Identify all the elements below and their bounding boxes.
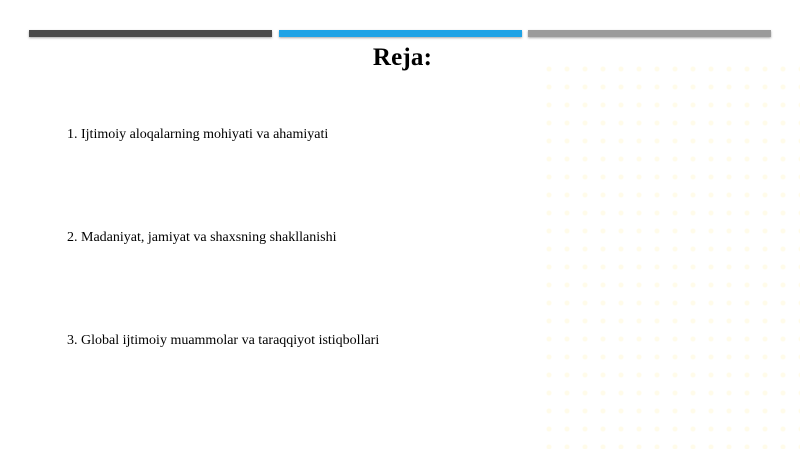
accent-bar-gray [528, 30, 771, 37]
accent-bar-blue [279, 30, 522, 37]
plan-item: 3. Global ijtimoiy muammolar va taraqqiyot istiqbollari [67, 333, 380, 348]
accent-bar-dark [29, 30, 272, 37]
background-dot-pattern [540, 60, 800, 449]
plan-item: 2. Madaniyat, jamiyat va shaxsning shakllanishi [67, 230, 337, 245]
plan-item: 1. Ijtimoiy aloqalarning mohiyati va ahamiyati [67, 127, 329, 142]
slide-title: Reja: [372, 44, 433, 71]
